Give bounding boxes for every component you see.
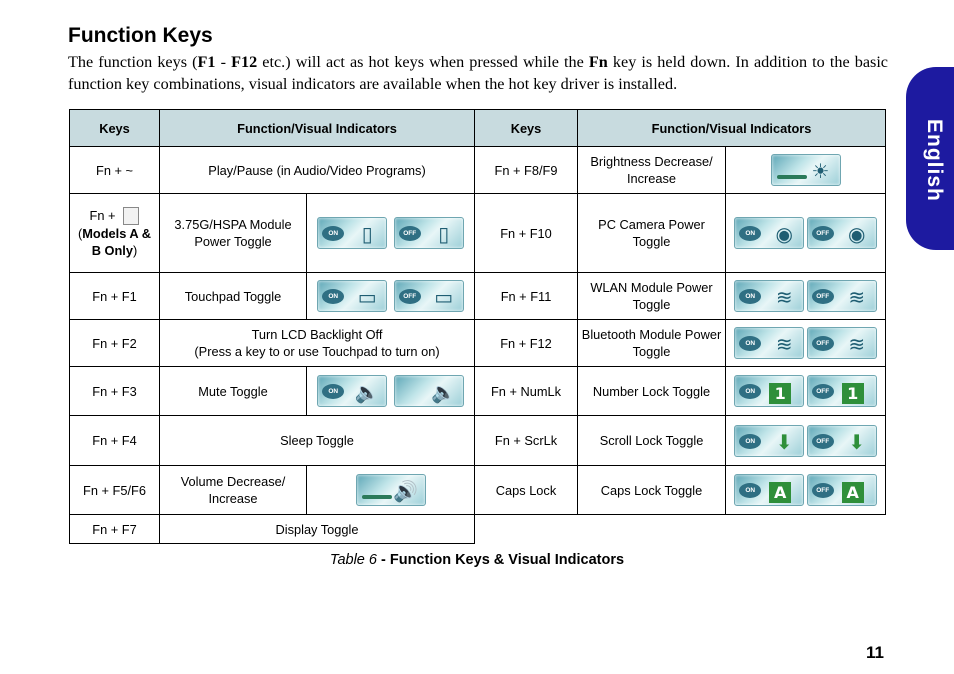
indicator-cell — [726, 466, 886, 515]
table-row — [70, 320, 886, 367]
indicator-cell — [726, 273, 886, 320]
language-tab: English — [906, 67, 954, 250]
function-cell: Display Toggle — [160, 515, 475, 544]
touchpad-on-indicator-icon: ON ▭ — [317, 280, 387, 312]
hspa-off-indicator-icon: OFF ▯ — [394, 217, 464, 249]
key-cell: Fn + ~ — [70, 147, 160, 194]
capslock-on-indicator-icon: ON A — [734, 474, 804, 506]
brightness-indicator-icon: ☀ — [771, 154, 841, 186]
key-icon — [123, 207, 139, 225]
function-cell: Number Lock Toggle — [578, 367, 726, 416]
header-function-left: Function/Visual Indicators — [160, 110, 475, 147]
wlan-off-indicator-icon: OFF ≋ — [807, 280, 877, 312]
indicator-cell — [307, 273, 475, 320]
table-row — [70, 416, 886, 466]
function-cell: Volume Decrease/ Increase — [160, 466, 307, 515]
function-cell: PC Camera Power Toggle — [578, 194, 726, 273]
intro-paragraph: The function keys (F1 - F12 etc.) will act as hot keys when pressed while the Fn key is held down. In addition to the basic function key combinations, visual indicators are available when the hot key driver is installed. — [68, 53, 888, 93]
numlock-off-indicator-icon: OFF 1 — [807, 375, 877, 407]
key-cell: Fn + F11 — [475, 273, 578, 320]
key-cell: Fn + NumLk — [475, 367, 578, 416]
table-row — [70, 147, 886, 194]
bluetooth-on-indicator-icon: ON ≋ — [734, 327, 804, 359]
key-cell: Fn + ScrLk — [475, 416, 578, 466]
mute-on-indicator-icon: ON 🔈 — [317, 375, 387, 407]
header-function-right: Function/Visual Indicators — [578, 110, 886, 147]
key-cell: Fn + F7 — [70, 515, 160, 544]
table-caption: Table 6 - Function Keys & Visual Indicators — [329, 552, 625, 568]
function-cell: Mute Toggle — [160, 367, 307, 416]
camera-on-indicator-icon: ON ◉ — [734, 217, 804, 249]
function-cell: Play/Pause (in Audio/Video Programs) — [160, 147, 475, 194]
key-cell: Fn + F4 — [70, 416, 160, 466]
key-cell: Fn + F3 — [70, 367, 160, 416]
page-number: 11 — [866, 643, 884, 662]
table-row — [70, 273, 886, 320]
indicator-cell — [307, 466, 475, 515]
key-cell: Fn + F12 — [475, 320, 578, 367]
function-cell: Bluetooth Module Power Toggle — [578, 320, 726, 367]
table-header-row — [70, 110, 886, 147]
table-row — [70, 194, 886, 273]
key-cell: Fn + (Models A & B Only) — [70, 194, 160, 273]
key-cell: Fn + F5/F6 — [70, 466, 160, 515]
function-cell: WLAN Module Power Toggle — [578, 273, 726, 320]
section-title: Function Keys — [68, 24, 213, 47]
camera-off-indicator-icon: OFF ◉ — [807, 217, 877, 249]
function-cell: 3.75G/HSPA Module Power Toggle — [160, 194, 307, 273]
indicator-cell — [726, 194, 886, 273]
table-row — [70, 515, 886, 544]
key-cell: Fn + F2 — [70, 320, 160, 367]
mute-off-indicator-icon: 🔈 — [394, 375, 464, 407]
function-cell: Turn LCD Backlight Off (Press a key to or use Touchpad to turn on) — [160, 320, 475, 367]
volume-indicator-icon: 🔊 — [356, 474, 426, 506]
key-cell: Fn + F10 — [475, 194, 578, 273]
table-row — [70, 466, 886, 515]
indicator-cell — [726, 367, 886, 416]
indicator-cell — [307, 367, 475, 416]
key-cell: Fn + F1 — [70, 273, 160, 320]
function-cell: Sleep Toggle — [160, 416, 475, 466]
scrolllock-on-indicator-icon: ON ⬇ — [734, 425, 804, 457]
header-keys-right: Keys — [475, 110, 578, 147]
header-keys-left: Keys — [70, 110, 160, 147]
scrolllock-off-indicator-icon: OFF ⬇ — [807, 425, 877, 457]
indicator-cell — [726, 320, 886, 367]
indicator-cell — [726, 416, 886, 466]
table-row — [70, 367, 886, 416]
indicator-cell — [726, 147, 886, 194]
function-cell: Brightness Decrease/ Increase — [578, 147, 726, 194]
key-cell: Fn + F8/F9 — [475, 147, 578, 194]
touchpad-off-indicator-icon: OFF ▭ — [394, 280, 464, 312]
numlock-on-indicator-icon: ON 1 — [734, 375, 804, 407]
function-keys-table — [69, 109, 886, 544]
indicator-cell — [307, 194, 475, 273]
wlan-on-indicator-icon: ON ≋ — [734, 280, 804, 312]
hspa-on-indicator-icon: ON ▯ — [317, 217, 387, 249]
capslock-off-indicator-icon: OFF A — [807, 474, 877, 506]
function-cell: Caps Lock Toggle — [578, 466, 726, 515]
function-cell: Scroll Lock Toggle — [578, 416, 726, 466]
function-cell: Touchpad Toggle — [160, 273, 307, 320]
key-cell: Caps Lock — [475, 466, 578, 515]
bluetooth-off-indicator-icon: OFF ≋ — [807, 327, 877, 359]
